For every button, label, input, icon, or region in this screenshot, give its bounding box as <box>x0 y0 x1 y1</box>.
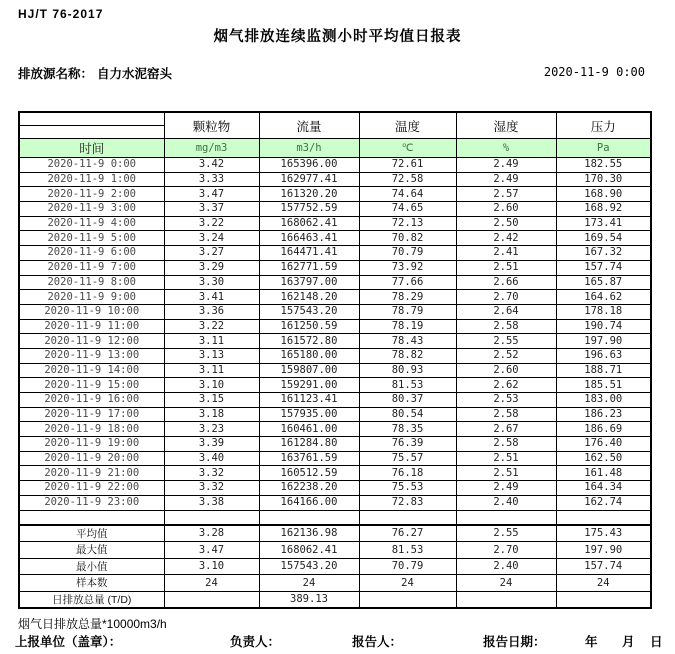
value-cell: 2.41 <box>456 246 556 261</box>
table-row <box>19 246 651 261</box>
col-header-pressure: 压力 <box>556 112 651 139</box>
value-cell: 164.34 <box>556 481 651 496</box>
time-cell: 2020-11-9 0:00 <box>19 158 164 173</box>
value-cell: 80.54 <box>359 407 456 422</box>
value-cell: 166463.41 <box>259 231 359 246</box>
time-cell: 2020-11-9 11:00 <box>19 319 164 334</box>
value-cell: 3.39 <box>164 437 259 452</box>
empty-cell <box>19 510 164 525</box>
value-cell: 161572.80 <box>259 334 359 349</box>
value-cell: 3.23 <box>164 422 259 437</box>
summary-row <box>19 591 651 608</box>
time-cell: 2020-11-9 15:00 <box>19 378 164 393</box>
summary-value-cell <box>359 591 456 608</box>
value-cell: 170.30 <box>556 172 651 187</box>
summary-value-cell: 24 <box>164 575 259 592</box>
header-row-units <box>19 139 651 158</box>
year-label: 年 <box>585 635 598 649</box>
value-cell: 159807.00 <box>259 363 359 378</box>
unit-flow: m3/h <box>259 139 359 158</box>
table-row <box>19 348 651 363</box>
value-cell: 2.51 <box>456 451 556 466</box>
value-cell: 76.18 <box>359 466 456 481</box>
value-cell: 2.52 <box>456 348 556 363</box>
value-cell: 160461.00 <box>259 422 359 437</box>
reporter-label: 报告人： <box>352 635 403 649</box>
table-body <box>19 158 651 609</box>
table-row <box>19 172 651 187</box>
value-cell: 3.32 <box>164 481 259 496</box>
value-cell: 162977.41 <box>259 172 359 187</box>
col-header-humidity: 湿度 <box>456 112 556 139</box>
empty-cell <box>556 510 651 525</box>
value-cell: 160512.59 <box>259 466 359 481</box>
value-cell: 3.18 <box>164 407 259 422</box>
meta-row <box>0 64 675 80</box>
summary-value-cell: 3.28 <box>164 525 259 542</box>
value-cell: 78.19 <box>359 319 456 334</box>
summary-value-cell: 24 <box>359 575 456 592</box>
summary-value-cell: 389.13 <box>259 591 359 608</box>
report-unit-label: 上报单位（盖章）： <box>15 635 122 649</box>
summary-value-cell: 24 <box>556 575 651 592</box>
table-row <box>19 216 651 231</box>
value-cell: 78.43 <box>359 334 456 349</box>
unit-pressure: Pa <box>556 139 651 158</box>
time-cell: 2020-11-9 23:00 <box>19 495 164 510</box>
table-row <box>19 187 651 202</box>
summary-value-cell: 24 <box>456 575 556 592</box>
summary-value-cell: 70.79 <box>359 558 456 575</box>
value-cell: 3.40 <box>164 451 259 466</box>
time-cell: 2020-11-9 9:00 <box>19 290 164 305</box>
value-cell: 2.42 <box>456 231 556 246</box>
summary-value-cell: 2.70 <box>456 542 556 559</box>
report-date-label: 报告日期： <box>483 635 546 649</box>
time-cell: 2020-11-9 2:00 <box>19 187 164 202</box>
value-cell: 80.37 <box>359 393 456 408</box>
value-cell: 3.33 <box>164 172 259 187</box>
value-cell: 173.41 <box>556 216 651 231</box>
value-cell: 76.39 <box>359 437 456 452</box>
summary-value-cell <box>556 591 651 608</box>
value-cell: 157543.20 <box>259 304 359 319</box>
value-cell: 3.42 <box>164 158 259 173</box>
month-label: 月 <box>622 635 635 649</box>
time-cell: 2020-11-9 16:00 <box>19 393 164 408</box>
value-cell: 2.66 <box>456 275 556 290</box>
empty-cell <box>164 510 259 525</box>
hourly-average-table <box>18 111 652 609</box>
value-cell: 196.63 <box>556 348 651 363</box>
value-cell: 80.93 <box>359 363 456 378</box>
value-cell: 162238.20 <box>259 481 359 496</box>
value-cell: 70.82 <box>359 231 456 246</box>
signature-line <box>0 632 675 648</box>
standard-code: HJ/T 76-2017 <box>18 7 104 21</box>
table-row <box>19 275 651 290</box>
value-cell: 70.79 <box>359 246 456 261</box>
value-cell: 3.38 <box>164 495 259 510</box>
table-row <box>19 334 651 349</box>
value-cell: 168.90 <box>556 187 651 202</box>
value-cell: 2.50 <box>456 216 556 231</box>
value-cell: 3.29 <box>164 260 259 275</box>
value-cell: 163761.59 <box>259 451 359 466</box>
value-cell: 186.69 <box>556 422 651 437</box>
col-header-temperature: 温度 <box>359 112 456 139</box>
summary-value-cell: 3.10 <box>164 558 259 575</box>
table-row <box>19 407 651 422</box>
value-cell: 81.53 <box>359 378 456 393</box>
time-header: 时间 <box>19 139 164 158</box>
value-cell: 161284.80 <box>259 437 359 452</box>
summary-value-cell <box>164 591 259 608</box>
value-cell: 72.58 <box>359 172 456 187</box>
time-cell: 2020-11-9 5:00 <box>19 231 164 246</box>
value-cell: 3.11 <box>164 363 259 378</box>
table-row <box>19 202 651 217</box>
value-cell: 2.58 <box>456 437 556 452</box>
summary-value-cell: 76.27 <box>359 525 456 542</box>
value-cell: 161123.41 <box>259 393 359 408</box>
time-cell: 2020-11-9 13:00 <box>19 348 164 363</box>
responsible-label: 负责人： <box>230 635 281 649</box>
summary-label: 最大值 <box>19 542 164 559</box>
value-cell: 183.00 <box>556 393 651 408</box>
value-cell: 2.49 <box>456 481 556 496</box>
value-cell: 2.57 <box>456 187 556 202</box>
time-cell: 2020-11-9 12:00 <box>19 334 164 349</box>
value-cell: 2.62 <box>456 378 556 393</box>
time-header-empty-top <box>19 112 164 126</box>
summary-value-cell: 2.40 <box>456 558 556 575</box>
table-row <box>19 393 651 408</box>
value-cell: 3.10 <box>164 378 259 393</box>
value-cell: 157935.00 <box>259 407 359 422</box>
value-cell: 3.47 <box>164 187 259 202</box>
value-cell: 168.92 <box>556 202 651 217</box>
value-cell: 2.64 <box>456 304 556 319</box>
summary-value-cell: 175.43 <box>556 525 651 542</box>
table-row <box>19 319 651 334</box>
table-row <box>19 363 651 378</box>
value-cell: 168062.41 <box>259 216 359 231</box>
empty-cell <box>456 510 556 525</box>
unit-particulate: mg/m3 <box>164 139 259 158</box>
value-cell: 2.60 <box>456 363 556 378</box>
summary-label: 平均值 <box>19 525 164 542</box>
page-title: 烟气排放连续监测小时平均值日报表 <box>213 29 462 45</box>
time-cell: 2020-11-9 22:00 <box>19 481 164 496</box>
value-cell: 73.92 <box>359 260 456 275</box>
value-cell: 164.62 <box>556 290 651 305</box>
empty-cell <box>359 510 456 525</box>
value-cell: 2.49 <box>456 158 556 173</box>
value-cell: 182.55 <box>556 158 651 173</box>
value-cell: 2.51 <box>456 260 556 275</box>
summary-value-cell: 197.90 <box>556 542 651 559</box>
time-cell: 2020-11-9 21:00 <box>19 466 164 481</box>
value-cell: 2.55 <box>456 334 556 349</box>
table-row <box>19 495 651 510</box>
summary-row <box>19 525 651 542</box>
table-row <box>19 231 651 246</box>
value-cell: 3.11 <box>164 334 259 349</box>
summary-label: 日排放总量 (T/D) <box>19 591 164 608</box>
summary-value-cell: 168062.41 <box>259 542 359 559</box>
value-cell: 2.49 <box>456 172 556 187</box>
time-cell: 2020-11-9 1:00 <box>19 172 164 187</box>
value-cell: 176.40 <box>556 437 651 452</box>
header-row-top <box>19 112 651 126</box>
value-cell: 3.13 <box>164 348 259 363</box>
summary-value-cell: 3.47 <box>164 542 259 559</box>
value-cell: 165.87 <box>556 275 651 290</box>
time-header-empty-bottom <box>19 126 164 139</box>
summary-value-cell: 81.53 <box>359 542 456 559</box>
value-cell: 2.58 <box>456 319 556 334</box>
spacer-row <box>19 510 651 525</box>
summary-label: 最小值 <box>19 558 164 575</box>
value-cell: 161250.59 <box>259 319 359 334</box>
table-row <box>19 158 651 173</box>
value-cell: 2.51 <box>456 466 556 481</box>
value-cell: 185.51 <box>556 378 651 393</box>
time-cell: 2020-11-9 6:00 <box>19 246 164 261</box>
value-cell: 162.74 <box>556 495 651 510</box>
col-header-flow: 流量 <box>259 112 359 139</box>
value-cell: 78.79 <box>359 304 456 319</box>
value-cell: 3.37 <box>164 202 259 217</box>
time-cell: 2020-11-9 20:00 <box>19 451 164 466</box>
value-cell: 78.82 <box>359 348 456 363</box>
value-cell: 78.35 <box>359 422 456 437</box>
report-datetime: 2020-11-9 0:00 <box>543 65 645 79</box>
summary-value-cell: 157.74 <box>556 558 651 575</box>
table-row <box>19 290 651 305</box>
value-cell: 3.27 <box>164 246 259 261</box>
value-cell: 72.83 <box>359 495 456 510</box>
value-cell: 157.74 <box>556 260 651 275</box>
value-cell: 3.32 <box>164 466 259 481</box>
day-label: 日 <box>650 635 663 649</box>
value-cell: 161320.20 <box>259 187 359 202</box>
value-cell: 2.58 <box>456 407 556 422</box>
value-cell: 164166.00 <box>259 495 359 510</box>
summary-row <box>19 575 651 592</box>
time-cell: 2020-11-9 10:00 <box>19 304 164 319</box>
table-row <box>19 378 651 393</box>
value-cell: 75.57 <box>359 451 456 466</box>
summary-value-cell: 162136.98 <box>259 525 359 542</box>
value-cell: 78.29 <box>359 290 456 305</box>
value-cell: 72.61 <box>359 158 456 173</box>
table-row <box>19 422 651 437</box>
value-cell: 3.30 <box>164 275 259 290</box>
value-cell: 178.18 <box>556 304 651 319</box>
summary-value-cell: 2.55 <box>456 525 556 542</box>
value-cell: 3.24 <box>164 231 259 246</box>
value-cell: 165396.00 <box>259 158 359 173</box>
value-cell: 163797.00 <box>259 275 359 290</box>
value-cell: 77.66 <box>359 275 456 290</box>
summary-value-cell: 157543.20 <box>259 558 359 575</box>
value-cell: 190.74 <box>556 319 651 334</box>
value-cell: 3.15 <box>164 393 259 408</box>
value-cell: 169.54 <box>556 231 651 246</box>
value-cell: 3.22 <box>164 319 259 334</box>
value-cell: 3.22 <box>164 216 259 231</box>
summary-label: 样本数 <box>19 575 164 592</box>
value-cell: 188.71 <box>556 363 651 378</box>
source-label: 排放源名称： <box>18 67 94 81</box>
empty-cell <box>259 510 359 525</box>
table-row <box>19 451 651 466</box>
value-cell: 2.67 <box>456 422 556 437</box>
table-row <box>19 466 651 481</box>
value-cell: 2.40 <box>456 495 556 510</box>
unit-temperature: ℃ <box>359 139 456 158</box>
value-cell: 167.32 <box>556 246 651 261</box>
value-cell: 165180.00 <box>259 348 359 363</box>
value-cell: 72.13 <box>359 216 456 231</box>
value-cell: 3.36 <box>164 304 259 319</box>
value-cell: 164471.41 <box>259 246 359 261</box>
table-row <box>19 260 651 275</box>
value-cell: 2.53 <box>456 393 556 408</box>
unit-humidity: % <box>456 139 556 158</box>
table-row <box>19 437 651 452</box>
summary-row <box>19 542 651 559</box>
time-cell: 2020-11-9 19:00 <box>19 437 164 452</box>
value-cell: 186.23 <box>556 407 651 422</box>
value-cell: 2.70 <box>456 290 556 305</box>
summary-row <box>19 558 651 575</box>
summary-value-cell: 24 <box>259 575 359 592</box>
time-cell: 2020-11-9 7:00 <box>19 260 164 275</box>
value-cell: 157752.59 <box>259 202 359 217</box>
table-row <box>19 304 651 319</box>
value-cell: 74.65 <box>359 202 456 217</box>
value-cell: 162771.59 <box>259 260 359 275</box>
time-cell: 2020-11-9 3:00 <box>19 202 164 217</box>
summary-value-cell <box>456 591 556 608</box>
time-cell: 2020-11-9 17:00 <box>19 407 164 422</box>
time-cell: 2020-11-9 8:00 <box>19 275 164 290</box>
table-row <box>19 481 651 496</box>
col-header-particulate: 颗粒物 <box>164 112 259 139</box>
value-cell: 3.41 <box>164 290 259 305</box>
value-cell: 75.53 <box>359 481 456 496</box>
time-cell: 2020-11-9 14:00 <box>19 363 164 378</box>
value-cell: 162148.20 <box>259 290 359 305</box>
total-emission-note: 烟气日排放总量*10000m3/h <box>18 617 167 631</box>
value-cell: 2.60 <box>456 202 556 217</box>
value-cell: 159291.00 <box>259 378 359 393</box>
value-cell: 162.50 <box>556 451 651 466</box>
source-name: 自力水泥窑头 <box>97 67 173 81</box>
value-cell: 161.48 <box>556 466 651 481</box>
value-cell: 74.64 <box>359 187 456 202</box>
time-cell: 2020-11-9 4:00 <box>19 216 164 231</box>
value-cell: 197.90 <box>556 334 651 349</box>
time-cell: 2020-11-9 18:00 <box>19 422 164 437</box>
